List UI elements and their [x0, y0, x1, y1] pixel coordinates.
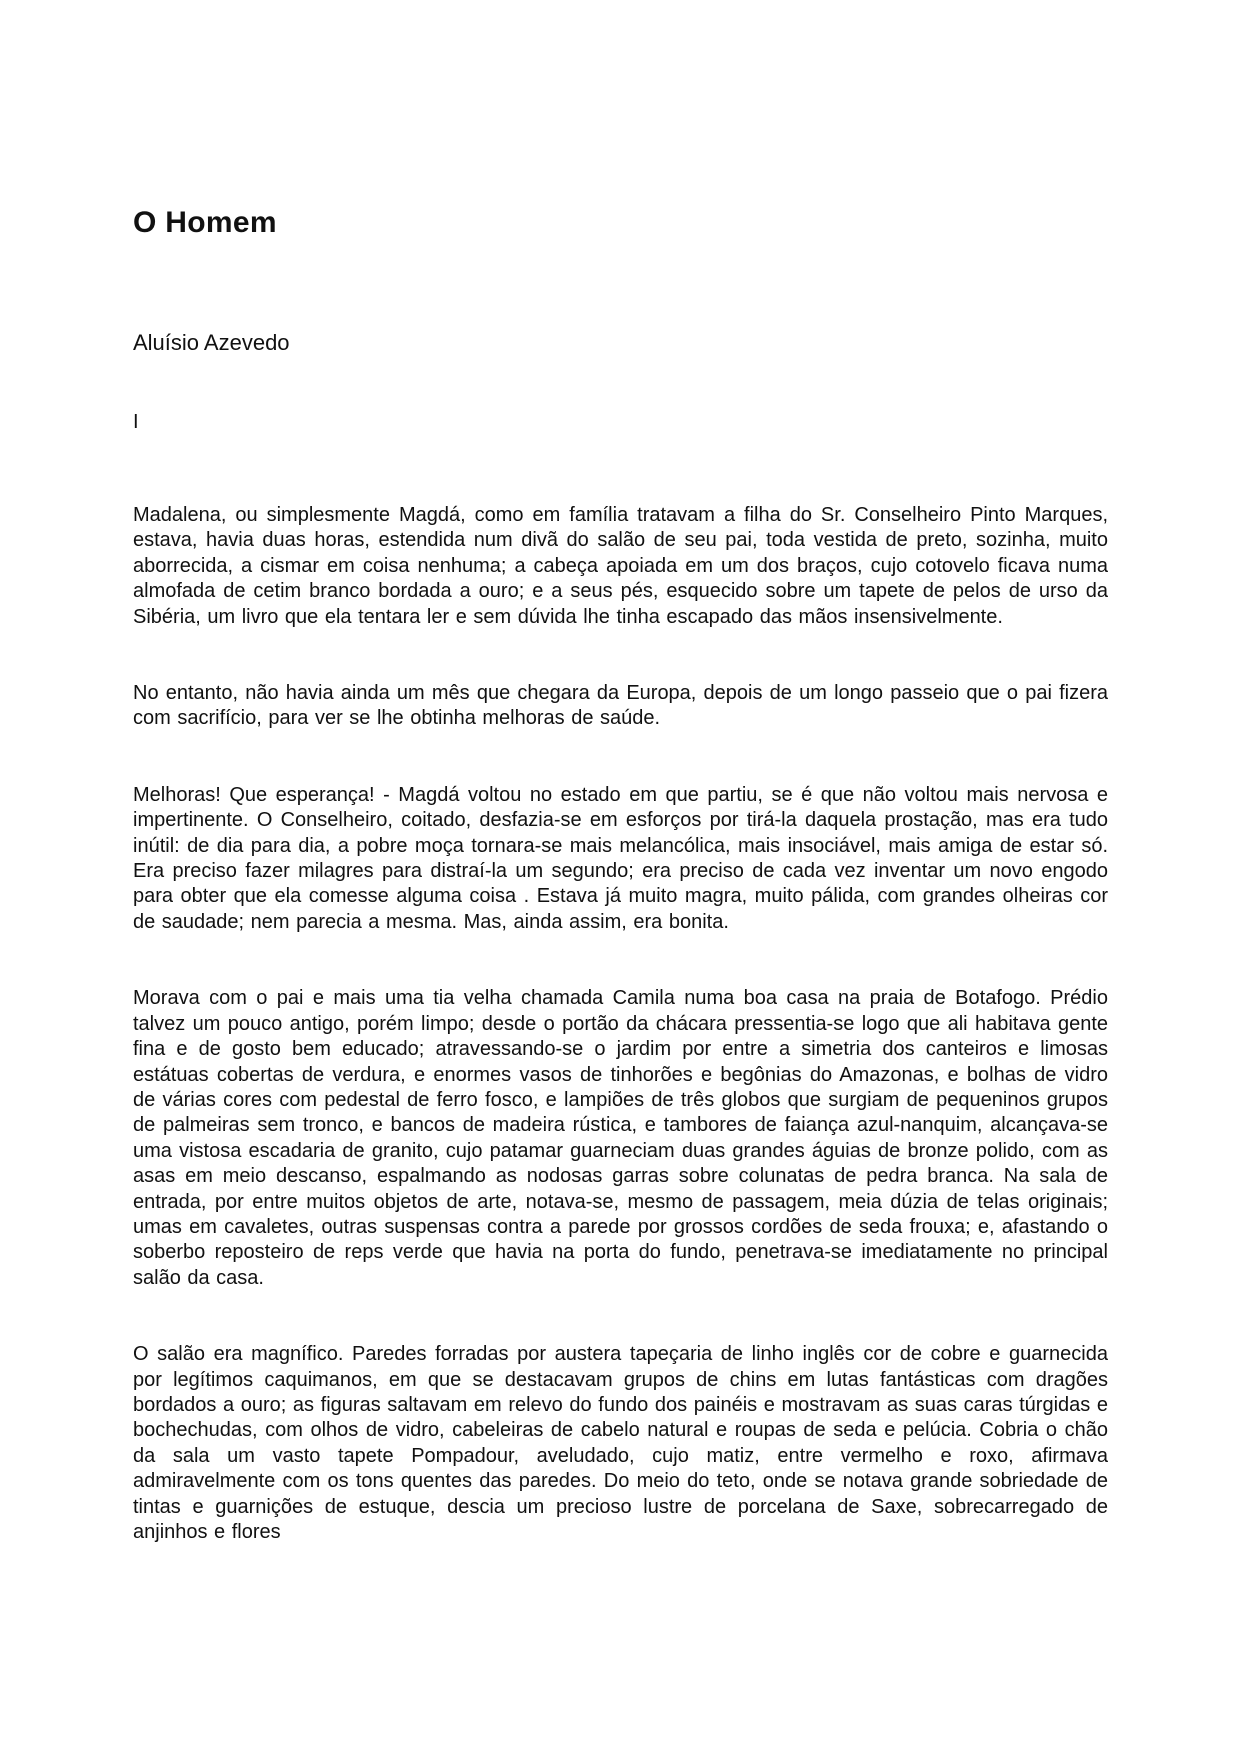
chapter-heading: I — [133, 411, 139, 433]
paragraph: No entanto, não havia ainda um mês que chegara da Europa, depois de um longo passeio que o pai fizera com sacrifício, para ver se lhe obtinha melhoras de saúde. — [133, 682, 1108, 730]
paragraph: Morava com o pai e mais uma tia velha chamada Camila numa boa casa na praia de Botafogo. Prédio talvez um pouco antigo, porém limpo; desde o portão da chácara pressentia-se logo que ali habitava gente fina e de gosto bem educado; atravessando-se o jardim por entre a simetria dos canteiros e limosas estátuas cobertas de verdura, e enormes vasos de tinhorões e begônias do Amazonas, e bolhas de vidro de várias cores com pedestal de ferro fosco, e lampiões de três globos que surgiam de pequeninos grupos de palmeiras sem tronco, e bancos de madeira rústica, e tambores de faiança azul-nanquim, alcançava-se uma vistosa escadaria de granito, cujo patamar guarneciam duas grandes águias de bronze polido, com as asas em meio descanso, espalmando as nodosas garras sobre colunatas de pedra branca. Na sala de entrada, por entre muitos objetos de arte, notava-se, mesmo de passagem, meia dúzia de telas originais; umas em cavaletes, outras suspensas contra a parede por grossos cordões de seda frouxa; e, afastando o soberbo reposteiro de reps verde que havia na porta do fundo, penetrava-se imediatamente no principal salão da casa. — [133, 987, 1108, 1289]
paragraph: Madalena, ou simplesmente Magdá, como em família tratavam a filha do Sr. Conselheiro Pinto Marques, estava, havia duas horas, estendida num divã do salão de seu pai, toda vestida de preto, sozinha, muito aborrecida, a cismar em coisa nenhuma; a cabeça apoiada em um dos braços, cujo cotovelo ficava numa almofada de cetim branco bordada a ouro; e a seus pés, esquecido sobre um tapete de pelos de urso da Sibéria, um livro que ela tentara ler e sem dúvida lhe tinha escapado das mãos insensivelmente. — [133, 504, 1108, 628]
document-body — [133, 503, 1108, 1545]
author-name: Aluísio Azevedo — [133, 330, 290, 355]
document-title: O Homem — [133, 206, 277, 239]
paragraph: O salão era magnífico. Paredes forradas por austera tapeçaria de linho inglês cor de cobre e guarnecida por legítimos caquimanos, em que se destacavam grupos de chins em lutas fantásticas com dragões bordados a ouro; as figuras saltavam em relevo do fundo dos painéis e mostravam as suas caras túrgidas e bochechudas, com olhos de vidro, cabeleiras de cabelo natural e roupas de seda e pelúcia. Cobria o chão da sala um vasto tapete Pompadour, aveludado, cujo matiz, entre vermelho e roxo, afirmava admiravelmente com os tons quentes das paredes. Do meio do teto, onde se notava grande sobriedade de tintas e guarnições de estuque, descia um precioso lustre de porcelana de Saxe, sobrecarregado de anjinhos e flores — [133, 1343, 1108, 1543]
paragraph: Melhoras! Que esperança! - Magdá voltou no estado em que partiu, se é que não voltou mais nervosa e impertinente. O Conselheiro, coitado, desfazia-se em esforços por tirá-la daquela prostação, mas era tudo inútil: de dia para dia, a pobre moça tornara-se mais melancólica, mais insociável, mais amiga de estar só. Era preciso fazer milagres para distraí-la um segundo; era preciso de cada vez inventar um novo engodo para obter que ela comesse alguma coisa . Estava já muito magra, muito pálida, com grandes olheiras cor de saudade; nem parecia a mesma. Mas, ainda assim, era bonita. — [133, 783, 1108, 933]
